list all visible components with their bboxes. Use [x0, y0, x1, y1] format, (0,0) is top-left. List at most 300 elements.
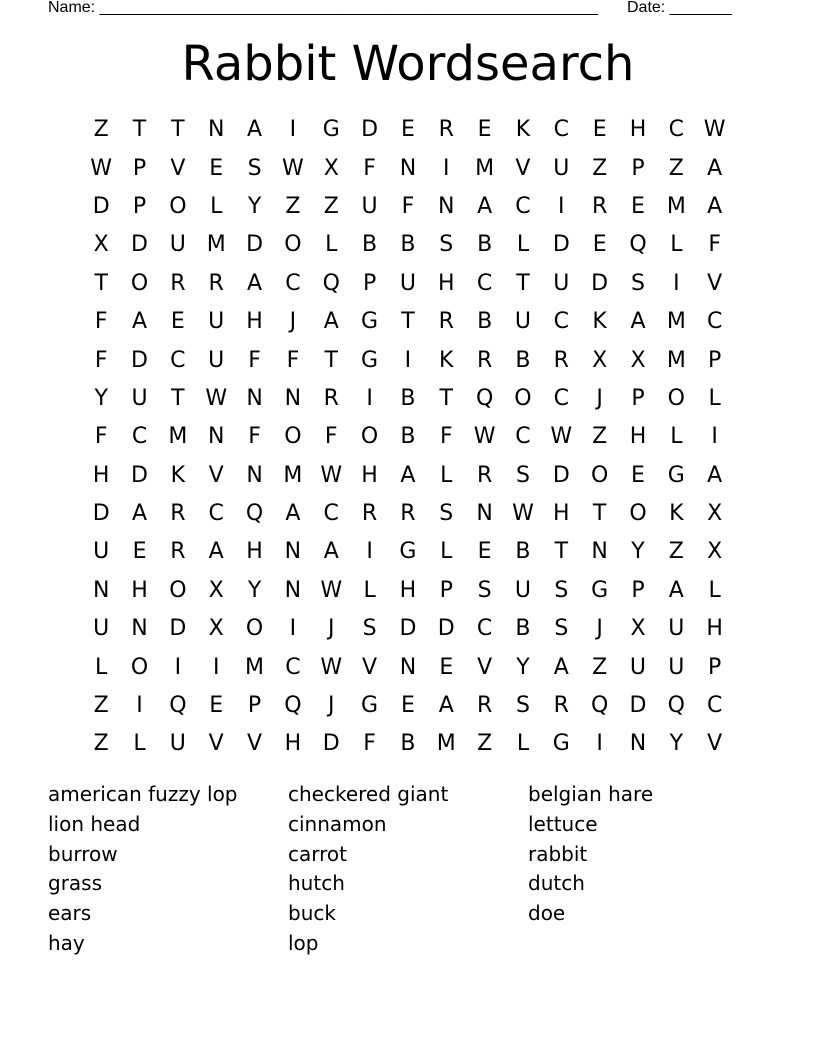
grid-letter[interactable]: M [245, 654, 265, 680]
grid-letter[interactable]: E [400, 693, 415, 719]
grid-letter[interactable]: N [92, 577, 110, 603]
grid-letter[interactable]: A [131, 309, 148, 335]
grid-letter[interactable]: R [400, 501, 416, 527]
grid-letter[interactable]: S [631, 270, 645, 296]
grid-letter[interactable]: R [476, 693, 493, 719]
grid-letter[interactable]: A [707, 462, 723, 488]
grid-letter[interactable]: P [708, 654, 722, 680]
grid-letter[interactable]: N [246, 385, 263, 411]
grid-letter[interactable]: F [94, 309, 108, 335]
grid-letter[interactable]: D [131, 462, 148, 488]
grid-letter[interactable]: I [289, 117, 297, 143]
grid-letter[interactable]: E [170, 309, 185, 335]
grid-letter[interactable]: V [707, 270, 723, 296]
grid-letter[interactable]: A [553, 654, 569, 680]
grid-letter[interactable]: C [553, 309, 569, 335]
grid-letter[interactable]: W [703, 117, 726, 143]
grid-letter[interactable]: U [553, 155, 570, 181]
grid-letter[interactable]: I [174, 654, 182, 680]
grid-letter[interactable]: I [558, 193, 565, 219]
grid-letter[interactable]: Q [590, 693, 609, 719]
grid-letter[interactable]: U [361, 193, 378, 219]
grid-letter[interactable]: D [131, 347, 148, 373]
grid-letter[interactable]: E [132, 539, 147, 565]
grid-letter[interactable]: Y [631, 539, 645, 565]
grid-letter[interactable]: L [133, 731, 146, 757]
grid-letter[interactable]: G [399, 539, 417, 565]
grid-letter[interactable]: Q [284, 693, 302, 719]
grid-letter[interactable]: I [366, 539, 373, 565]
grid-letter[interactable]: F [439, 424, 453, 450]
grid-letter[interactable]: B [477, 309, 493, 335]
date-field-label[interactable]: Date: _______ [627, 0, 732, 16]
grid-letter[interactable]: O [514, 385, 532, 411]
grid-letter[interactable]: P [439, 577, 453, 603]
grid-letter[interactable]: R [170, 539, 186, 565]
grid-letter[interactable]: N [476, 501, 493, 527]
grid-letter[interactable]: B [515, 616, 531, 642]
grid-letter[interactable]: P [362, 270, 377, 296]
grid-letter[interactable]: A [707, 155, 723, 181]
grid-letter[interactable]: N [399, 654, 417, 680]
grid-letter[interactable]: L [708, 385, 721, 411]
grid-letter[interactable]: E [592, 232, 607, 258]
grid-letter[interactable]: F [708, 232, 721, 258]
grid-letter[interactable]: Q [169, 693, 187, 719]
word-item: rabbit [528, 841, 588, 866]
grid-letter[interactable]: P [708, 347, 722, 373]
grid-letter[interactable]: Z [323, 193, 339, 219]
grid-letter[interactable]: I [404, 347, 412, 373]
grid-letter[interactable]: R [438, 309, 454, 335]
grid-letter[interactable]: O [590, 462, 609, 488]
grid-letter[interactable]: A [323, 539, 339, 565]
grid-letter[interactable]: A [323, 309, 339, 335]
grid-row [82, 457, 734, 495]
grid-letter[interactable]: U [668, 616, 685, 642]
grid-letter[interactable]: W [512, 501, 534, 527]
grid-letter[interactable]: U [93, 616, 110, 642]
grid-letter[interactable]: C [476, 616, 493, 642]
grid-letter[interactable]: V [707, 731, 723, 757]
grid-letter[interactable]: X [592, 347, 608, 373]
grid-letter[interactable]: A [285, 501, 301, 527]
grid-letter[interactable]: M [206, 232, 226, 258]
grid-letter[interactable]: D [437, 616, 455, 642]
grid-letter[interactable]: D [92, 193, 110, 219]
grid-letter[interactable]: C [706, 693, 723, 719]
grid-letter[interactable]: X [323, 155, 339, 181]
grid-letter[interactable]: B [400, 731, 416, 757]
grid-letter[interactable]: U [553, 270, 570, 296]
grid-letter[interactable]: Z [592, 654, 608, 680]
grid-letter[interactable]: W [473, 424, 496, 450]
grid-letter[interactable]: D [591, 270, 609, 296]
grid-letter[interactable]: X [208, 577, 224, 603]
grid-letter[interactable]: U [629, 654, 647, 680]
grid-letter[interactable]: S [477, 577, 492, 603]
grid-letter[interactable]: J [289, 309, 297, 335]
grid-letter[interactable]: R [170, 501, 186, 527]
grid-letter[interactable]: S [554, 577, 569, 603]
grid-letter[interactable]: X [630, 347, 646, 373]
grid-letter[interactable]: I [136, 693, 143, 719]
grid-letter[interactable]: Q [667, 693, 685, 719]
grid-letter[interactable]: H [629, 117, 647, 143]
grid-letter[interactable]: L [670, 424, 683, 450]
grid-letter[interactable]: C [285, 654, 301, 680]
word-item: american fuzzy lop [48, 782, 238, 806]
grid-letter[interactable]: D [246, 232, 264, 258]
grid-letter[interactable]: W [320, 654, 343, 680]
grid-letter[interactable]: V [208, 731, 224, 757]
grid-letter[interactable]: D [629, 693, 647, 719]
word-item: grass [48, 871, 103, 896]
grid-letter[interactable]: C [515, 193, 531, 219]
grid-letter[interactable]: E [209, 693, 224, 719]
grid-letter[interactable]: T [132, 117, 147, 143]
grid-letter[interactable]: O [667, 385, 685, 411]
grid-letter[interactable]: B [515, 347, 531, 373]
grid-letter[interactable]: I [289, 616, 297, 642]
grid-letter[interactable]: K [515, 117, 531, 143]
grid-letter[interactable]: L [516, 232, 530, 258]
grid-letter[interactable]: T [401, 309, 415, 335]
grid-letter[interactable]: X [707, 501, 723, 527]
grid-letter[interactable]: U [169, 731, 186, 757]
grid-letter[interactable]: C [208, 501, 224, 527]
grid-letter[interactable]: P [631, 385, 645, 411]
grid-letter[interactable]: C [515, 424, 531, 450]
grid-letter[interactable]: W [550, 424, 573, 450]
grid-letter[interactable]: K [592, 309, 607, 335]
grid-letter[interactable]: A [477, 193, 493, 219]
grid-letter[interactable]: C [668, 117, 685, 143]
grid-letter[interactable]: J [596, 385, 603, 411]
grid-letter[interactable]: E [400, 117, 415, 143]
grid-letter[interactable]: S [554, 616, 569, 642]
grid-letter[interactable]: N [399, 155, 417, 181]
grid-letter[interactable]: R [438, 117, 454, 143]
grid-letter[interactable]: P [132, 155, 147, 181]
grid-letter[interactable]: U [514, 309, 531, 335]
grid-letter[interactable]: W [282, 155, 304, 181]
grid-letter[interactable]: S [362, 616, 377, 642]
grid-letter[interactable]: O [169, 577, 187, 603]
grid-letter[interactable]: T [592, 501, 607, 527]
grid-letter[interactable]: A [131, 501, 148, 527]
grid-letter[interactable]: U [668, 654, 685, 680]
grid-letter[interactable]: A [247, 270, 263, 296]
grid-letter[interactable]: H [131, 577, 148, 603]
grid-letter[interactable]: Y [516, 654, 530, 680]
grid-letter[interactable]: M [475, 155, 495, 181]
grid-letter[interactable]: H [437, 270, 455, 296]
grid-letter[interactable]: W [320, 577, 343, 603]
grid-letter[interactable]: O [284, 424, 302, 450]
grid-letter[interactable]: B [400, 232, 416, 258]
grid-letter[interactable]: P [247, 693, 262, 719]
grid-letter[interactable]: N [438, 193, 455, 219]
grid-letter[interactable]: A [707, 193, 723, 219]
grid-letter[interactable]: U [399, 270, 416, 296]
grid-letter[interactable]: C [553, 117, 569, 143]
grid-letter[interactable]: K [439, 347, 454, 373]
grid-letter[interactable]: N [246, 462, 263, 488]
grid-letter[interactable]: E [477, 117, 492, 143]
grid-letter[interactable]: U [514, 577, 531, 603]
grid-letter[interactable]: N [629, 731, 647, 757]
grid-letter[interactable]: H [246, 539, 263, 565]
grid-letter[interactable]: F [94, 424, 108, 450]
grid-letter[interactable]: G [667, 462, 685, 488]
grid-letter[interactable]: V [247, 731, 263, 757]
grid-letter[interactable]: Y [94, 385, 108, 411]
grid-letter[interactable]: D [92, 501, 110, 527]
grid-letter[interactable]: F [324, 424, 338, 450]
grid-letter[interactable]: C [285, 270, 301, 296]
grid-letter[interactable]: J [327, 693, 335, 719]
grid-letter[interactable]: C [170, 347, 186, 373]
grid-letter[interactable]: Z [93, 693, 109, 719]
grid-letter[interactable]: S [515, 693, 530, 719]
grid-letter[interactable]: H [361, 462, 378, 488]
grid-letter[interactable]: G [591, 577, 609, 603]
grid-letter[interactable]: C [323, 501, 339, 527]
grid-letter[interactable]: Q [475, 385, 494, 411]
grid-letter[interactable]: T [171, 385, 185, 411]
grid-letter[interactable]: U [208, 347, 225, 373]
grid-letter[interactable]: Z [285, 193, 301, 219]
grid-letter[interactable]: B [400, 424, 416, 450]
grid-letter[interactable]: Y [247, 193, 262, 219]
grid-letter[interactable]: X [208, 616, 224, 642]
grid-letter[interactable]: D [361, 117, 379, 143]
grid-letter[interactable]: M [283, 462, 303, 488]
grid-letter[interactable]: D [131, 232, 148, 258]
grid-letter[interactable]: A [630, 309, 646, 335]
grid-letter[interactable]: T [516, 270, 530, 296]
grid-letter[interactable]: Z [592, 424, 608, 450]
grid-letter[interactable]: X [707, 539, 723, 565]
grid-letter[interactable]: S [439, 232, 454, 258]
grid-letter[interactable]: M [436, 731, 456, 757]
grid-letter[interactable]: F [248, 347, 261, 373]
grid-letter[interactable]: E [477, 539, 492, 565]
grid-letter[interactable]: G [361, 693, 379, 719]
grid-letter[interactable]: N [207, 424, 225, 450]
word-item: lop [288, 930, 319, 955]
grid-letter[interactable]: E [592, 117, 607, 143]
grid-letter[interactable]: H [629, 424, 647, 450]
grid-letter[interactable]: H [399, 577, 417, 603]
grid-letter[interactable]: T [94, 270, 108, 296]
grid-row [82, 687, 734, 725]
grid-letter[interactable]: I [673, 270, 680, 296]
grid-letter[interactable]: L [95, 654, 108, 680]
grid-letter[interactable]: J [596, 616, 603, 642]
grid-letter[interactable]: T [439, 385, 453, 411]
grid-letter[interactable]: A [668, 577, 684, 603]
grid-letter[interactable]: L [708, 577, 721, 603]
grid-letter[interactable]: K [170, 462, 186, 488]
grid-letter[interactable]: U [131, 385, 148, 411]
grid-letter[interactable]: U [93, 539, 110, 565]
grid-letter[interactable]: I [366, 385, 373, 411]
grid-letter[interactable]: N [284, 385, 302, 411]
grid-letter[interactable]: O [284, 232, 302, 258]
grid-letter[interactable]: V [170, 155, 186, 181]
grid-letter[interactable]: R [476, 462, 493, 488]
grid-row [82, 572, 734, 610]
grid-letter[interactable]: A [400, 462, 416, 488]
grid-letter[interactable]: B [400, 385, 416, 411]
grid-letter[interactable]: W [320, 462, 343, 488]
grid-letter[interactable]: R [591, 193, 608, 219]
grid-letter[interactable]: E [209, 155, 224, 181]
grid-letter[interactable]: R [170, 270, 186, 296]
grid-letter[interactable]: B [362, 232, 378, 258]
grid-letter[interactable]: N [284, 577, 302, 603]
grid-letter[interactable]: Z [93, 731, 109, 757]
grid-letter[interactable]: J [327, 616, 335, 642]
grid-letter[interactable]: D [552, 462, 570, 488]
grid-letter[interactable]: H [92, 462, 110, 488]
grid-letter[interactable]: W [90, 155, 113, 181]
grid-letter[interactable]: A [247, 117, 263, 143]
grid-letter[interactable]: I [596, 731, 603, 757]
grid-letter[interactable]: D [552, 232, 570, 258]
grid-letter[interactable]: L [440, 462, 453, 488]
grid-letter[interactable]: P [132, 193, 147, 219]
grid-letter[interactable]: E [631, 462, 645, 488]
grid-letter[interactable]: P [631, 155, 645, 181]
grid-letter[interactable]: A [208, 539, 224, 565]
grid-letter[interactable]: X [630, 616, 646, 642]
grid-letter[interactable]: R [553, 693, 569, 719]
grid-letter[interactable]: L [516, 731, 530, 757]
grid-letter[interactable]: D [322, 731, 340, 757]
grid-letter[interactable]: R [553, 347, 569, 373]
grid-letter[interactable]: C [131, 424, 148, 450]
grid-letter[interactable]: H [246, 309, 263, 335]
grid-letter[interactable]: D [169, 616, 187, 642]
grid-letter[interactable]: I [212, 654, 220, 680]
grid-letter[interactable]: U [208, 309, 225, 335]
grid-letter[interactable]: T [554, 539, 569, 565]
grid-letter[interactable]: L [363, 577, 376, 603]
grid-letter[interactable]: M [666, 347, 686, 373]
grid-letter[interactable]: T [324, 347, 338, 373]
grid-letter[interactable]: C [553, 385, 569, 411]
grid-letter[interactable]: S [247, 155, 262, 181]
grid-letter[interactable]: M [666, 193, 686, 219]
grid-letter[interactable]: G [552, 731, 570, 757]
grid-letter[interactable]: N [591, 539, 608, 565]
grid-letter[interactable]: C [706, 309, 723, 335]
grid-letter[interactable]: I [443, 155, 450, 181]
grid-letter[interactable]: B [515, 539, 531, 565]
grid-letter[interactable]: Z [668, 155, 684, 181]
grid-letter[interactable]: L [325, 232, 338, 258]
grid-letter[interactable]: R [323, 385, 339, 411]
grid-letter[interactable]: R [361, 501, 378, 527]
grid-letter[interactable]: O [245, 616, 264, 642]
grid-letter[interactable]: N [284, 539, 302, 565]
grid-letter[interactable]: W [205, 385, 228, 411]
grid-letter[interactable]: Y [247, 577, 262, 603]
grid-letter[interactable]: L [670, 232, 683, 258]
grid-letter[interactable]: F [401, 193, 415, 219]
grid-letter[interactable]: Q [629, 232, 647, 258]
grid-letter[interactable]: V [515, 155, 531, 181]
grid-letter[interactable]: O [130, 270, 149, 296]
grid-letter[interactable]: M [666, 309, 686, 335]
grid-letter[interactable]: V [477, 654, 493, 680]
grid-letter[interactable]: V [362, 654, 378, 680]
grid-letter[interactable]: E [439, 654, 454, 680]
grid-letter[interactable]: R [208, 270, 224, 296]
grid-letter[interactable]: F [94, 347, 108, 373]
grid-letter[interactable]: S [439, 501, 454, 527]
grid-letter[interactable]: Z [592, 155, 608, 181]
grid-letter[interactable]: G [361, 347, 379, 373]
grid-letter[interactable]: L [210, 193, 223, 219]
grid-letter[interactable]: O [169, 193, 187, 219]
grid-row [82, 725, 734, 763]
grid-letter[interactable]: X [93, 232, 109, 258]
grid-letter[interactable]: L [440, 539, 453, 565]
grid-letter[interactable]: E [631, 193, 645, 219]
grid-letter[interactable]: O [360, 424, 379, 450]
grid-letter[interactable]: Q [322, 270, 340, 296]
grid-letter[interactable]: Q [245, 501, 264, 527]
grid-letter[interactable]: R [476, 347, 493, 373]
grid-letter[interactable]: Y [669, 731, 684, 757]
grid-letter[interactable]: F [286, 347, 300, 373]
grid-letter[interactable]: K [669, 501, 684, 527]
grid-letter[interactable]: B [477, 232, 493, 258]
grid-letter[interactable]: S [515, 462, 530, 488]
grid-letter[interactable]: H [706, 616, 723, 642]
grid-letter[interactable]: O [130, 654, 149, 680]
grid-letter[interactable]: Z [93, 117, 109, 143]
grid-letter[interactable]: Z [668, 539, 684, 565]
grid-letter[interactable]: H [284, 731, 302, 757]
grid-letter[interactable]: Z [477, 731, 493, 757]
word-item: dutch [528, 871, 585, 896]
name-field-label[interactable]: Name: ________________________________________________________ [48, 0, 598, 16]
grid-letter[interactable]: H [553, 501, 570, 527]
grid-letter[interactable]: T [171, 117, 185, 143]
grid-letter[interactable]: O [629, 501, 647, 527]
grid-letter[interactable]: M [168, 424, 188, 450]
grid-letter[interactable]: D [399, 616, 417, 642]
grid-letter[interactable]: F [363, 731, 376, 757]
grid-letter[interactable]: U [169, 232, 186, 258]
grid-letter[interactable]: P [631, 577, 645, 603]
grid-letter[interactable]: N [131, 616, 148, 642]
grid-letter[interactable]: F [363, 155, 376, 181]
grid-letter[interactable]: G [322, 117, 340, 143]
grid-letter[interactable]: V [208, 462, 224, 488]
grid-letter[interactable]: I [711, 424, 718, 450]
grid-letter[interactable]: G [361, 309, 379, 335]
grid-letter[interactable]: N [207, 117, 225, 143]
grid-letter[interactable]: F [248, 424, 261, 450]
grid-letter[interactable]: C [476, 270, 493, 296]
grid-letter[interactable]: A [438, 693, 454, 719]
